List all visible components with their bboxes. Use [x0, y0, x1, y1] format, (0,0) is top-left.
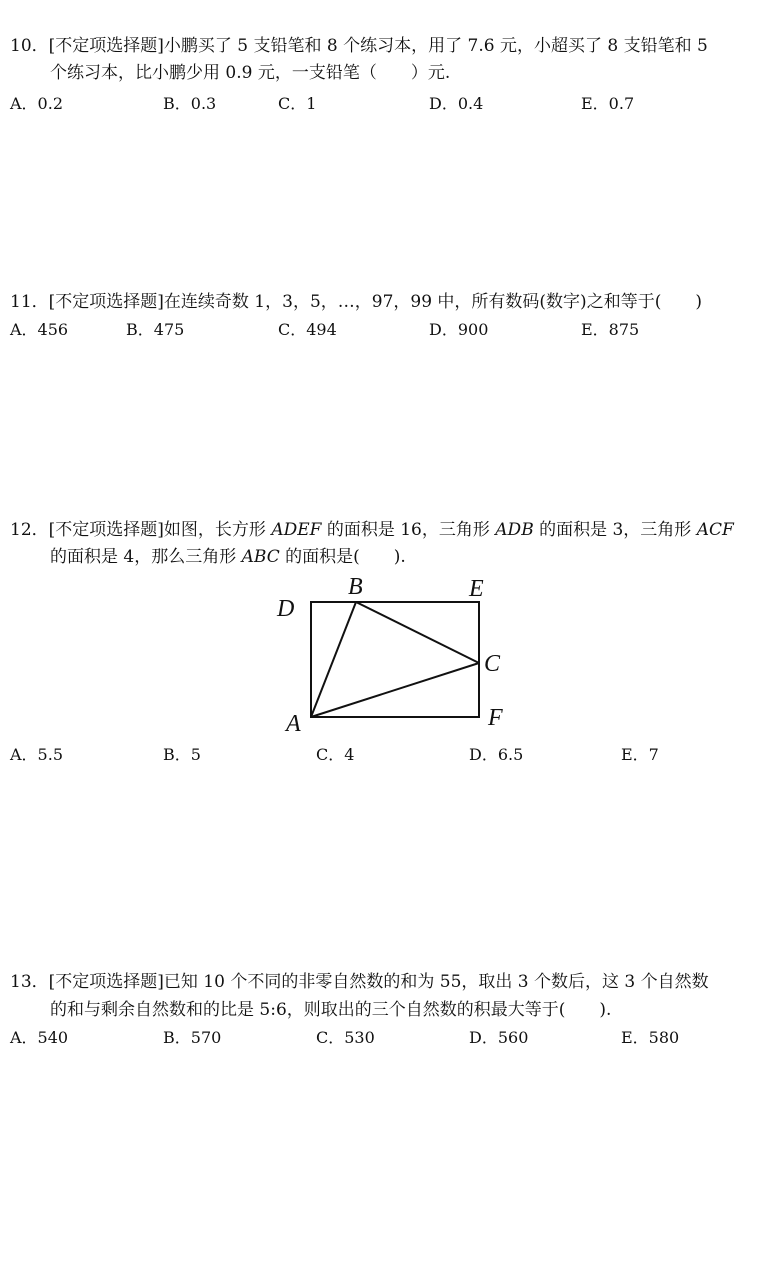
question-10-option-b[interactable]: B．0.3 [163, 94, 217, 113]
question-12-shape-abc: ABC [241, 547, 280, 567]
label-d: D [277, 596, 295, 622]
segment-ab [311, 602, 356, 717]
question-11-number: 11． [10, 292, 49, 312]
label-a: A [286, 711, 301, 737]
question-11-line-1 [10, 291, 702, 313]
question-12-text-1b: 的面积是 16，三角形 [321, 520, 496, 540]
question-12-line-2 [50, 546, 406, 568]
question-10-line-2: 个练习本，比小鹏少用 0.9 元，一支铅笔（ ）元. [50, 63, 451, 83]
question-11-option-c[interactable]: C．494 [278, 320, 337, 339]
question-12-text-2b: 的面积是( ). [279, 547, 406, 567]
question-13-line-2: 的和与剩余自然数和的比是 5:6，则取出的三个自然数的积最大等于( ). [50, 1000, 612, 1020]
question-12-option-a[interactable]: A．5.5 [10, 745, 64, 764]
label-e: E [469, 576, 484, 602]
question-13-option-a[interactable]: A．540 [10, 1028, 69, 1047]
question-11-option-d[interactable]: D．900 [429, 320, 489, 339]
question-12-text-1c: 的面积是 3，三角形 [533, 520, 697, 540]
question-13-text-1: [不定项选择题]已知 10 个不同的非零自然数的和为 55，取出 3 个数后，这 3 个自然数 [48, 972, 709, 992]
question-10-text-1: [不定项选择题]小鹏买了 5 支铅笔和 8 个练习本，用了 7.6 元，小超买了 8 支铅笔和 5 [48, 36, 708, 56]
geometry-figure [272, 574, 512, 739]
question-13-option-b[interactable]: B．570 [163, 1028, 222, 1047]
question-13-option-e[interactable]: E．580 [621, 1028, 680, 1047]
question-12-shape-adb: ADB [495, 520, 534, 540]
question-12-option-b[interactable]: B．5 [163, 745, 201, 764]
question-12-option-e[interactable]: E．7 [621, 745, 659, 764]
question-11-option-e[interactable]: E．875 [581, 320, 640, 339]
label-b: B [348, 574, 363, 600]
question-11-option-b[interactable]: B．475 [126, 320, 185, 339]
question-12-option-d[interactable]: D．6.5 [469, 745, 524, 764]
question-10-option-e[interactable]: E．0.7 [581, 94, 635, 113]
question-13-number: 13． [10, 972, 49, 992]
rectangle-adef [311, 602, 479, 717]
question-12-shape-acf: ACF [696, 520, 734, 540]
question-12-text-1a: [不定项选择题]如图，长方形 [48, 520, 272, 540]
question-12-option-c[interactable]: C．4 [316, 745, 355, 764]
question-12-number: 12． [10, 520, 49, 540]
question-12-line-1 [10, 519, 734, 541]
segment-bc [356, 602, 479, 663]
segment-ac [311, 663, 479, 717]
question-10-line-1 [10, 35, 708, 57]
label-f: F [488, 705, 503, 731]
question-10-option-a[interactable]: A．0.2 [10, 94, 64, 113]
question-10-option-c[interactable]: C．1 [278, 94, 317, 113]
question-13-line-1 [10, 971, 709, 993]
question-11-option-a[interactable]: A．456 [10, 320, 69, 339]
label-c: C [484, 651, 501, 677]
question-13-option-d[interactable]: D．560 [469, 1028, 529, 1047]
question-10-option-d[interactable]: D．0.4 [429, 94, 484, 113]
question-11-text-1: [不定项选择题]在连续奇数 1，3，5，…，97，99 中，所有数码(数字)之和等于( ) [48, 292, 702, 312]
question-12-shape-adef: ADEF [271, 520, 322, 540]
question-10-number: 10． [10, 36, 49, 56]
question-12-text-2a: 的面积是 4，那么三角形 [50, 547, 242, 567]
question-13-option-c[interactable]: C．530 [316, 1028, 375, 1047]
